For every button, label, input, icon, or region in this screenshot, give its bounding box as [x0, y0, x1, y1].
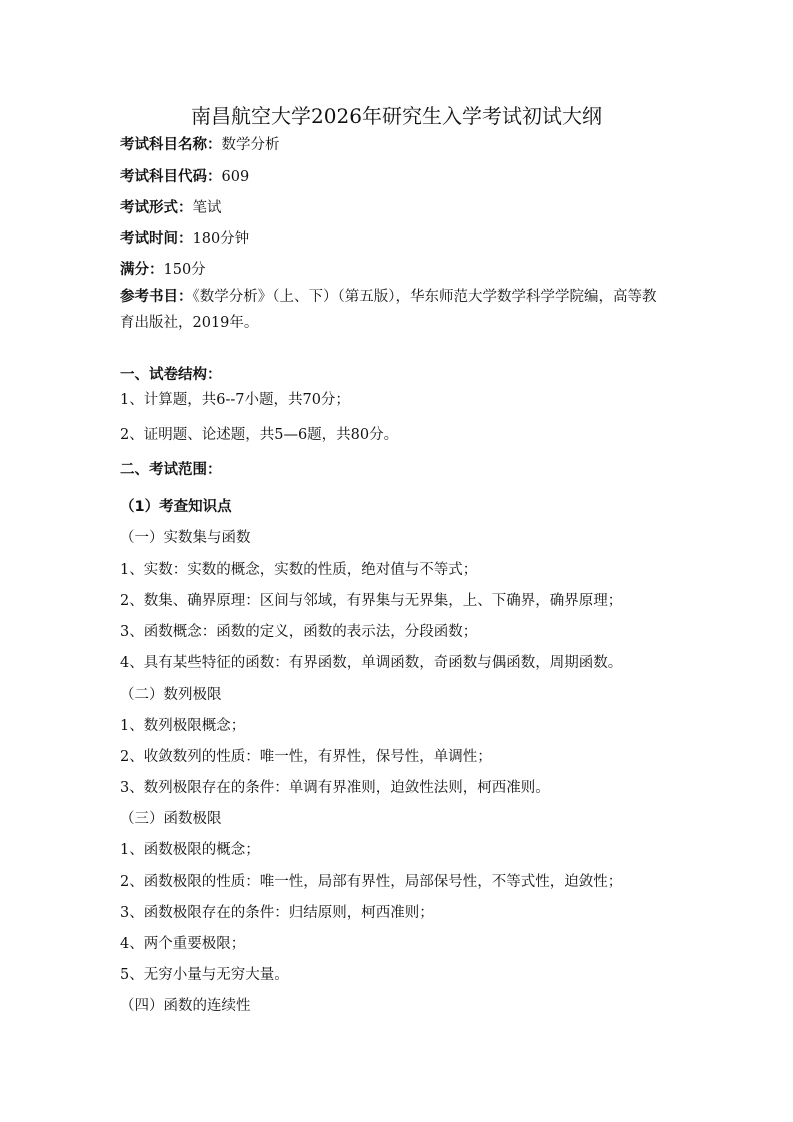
list-item: 1、计算题，共6--7小题，共70分； [120, 392, 350, 408]
meta-value: 180分钟 [192, 231, 250, 247]
list-item: 5、无穷小量与无穷大量。 [120, 967, 289, 983]
meta-label: 满分： [120, 262, 164, 278]
section1-heading: 一、试卷结构： [120, 367, 222, 383]
list-item: 4、具有某些特征的函数：有界函数，单调函数，奇函数与偶函数，周期函数。 [120, 655, 623, 671]
list-item: 3、数列极限存在的条件：单调有界准则，迫敛性法则，柯西准则。 [120, 780, 550, 796]
meta-reference-book [120, 284, 665, 336]
list-item: 1、函数极限的概念； [120, 842, 260, 858]
meta-label: 考试时间： [120, 231, 193, 247]
list-item: 3、函数概念：函数的定义，函数的表示法，分段函数； [120, 624, 478, 640]
meta-value: 150分 [163, 262, 206, 278]
meta-value: 数学分析 [221, 137, 280, 153]
meta-label: 考试科目代码： [120, 169, 222, 185]
list-item: 1、数列极限概念； [120, 718, 246, 734]
list-item: （一）实数集与函数 [120, 530, 251, 546]
meta-label: 考试科目名称： [120, 137, 222, 153]
list-item: 2、函数极限的性质：唯一性，局部有界性，局部保号性，不等式性，迫敛性； [120, 874, 623, 890]
meta-subject-name [120, 135, 280, 155]
meta-value: 《数学分析》（上、下）（第五版），华东师范大学数学科学学院编，高等教育出版社，2019年。 [120, 289, 657, 331]
list-item: 2、收敛数列的性质：唯一性，有界性，保号性，单调性； [120, 749, 492, 765]
list-item: 4、两个重要极限； [120, 936, 246, 952]
list-item: 2、数集、确界原理：区间与邻域，有界集与无界集，上、下确界，确界原理； [120, 593, 623, 609]
list-item: 1、实数：实数的概念，实数的性质，绝对值与不等式； [120, 562, 478, 578]
meta-subject-code [120, 167, 249, 187]
list-item: 3、函数极限存在的条件：归结原则，柯西准则； [120, 905, 434, 921]
section2-subheading: （1）考查知识点 [120, 499, 232, 515]
meta-full-score [120, 260, 206, 280]
meta-label: 考试形式： [120, 200, 193, 216]
meta-exam-time [120, 229, 249, 249]
meta-label: 参考书目： [120, 289, 193, 305]
section2-heading: 二、考试范围： [120, 462, 222, 478]
list-item: （三）函数极限 [120, 811, 222, 827]
document-title: 南昌航空大学2026年研究生入学考试初试大纲 [191, 104, 602, 128]
meta-value: 笔试 [192, 200, 222, 216]
meta-value: 609 [221, 169, 250, 185]
list-item: （二）数列极限 [120, 687, 222, 703]
list-item: （四）函数的连续性 [120, 998, 251, 1014]
list-item: 2、证明题、论述题，共5—6题，共80分。 [120, 427, 399, 443]
meta-exam-form [120, 198, 222, 218]
